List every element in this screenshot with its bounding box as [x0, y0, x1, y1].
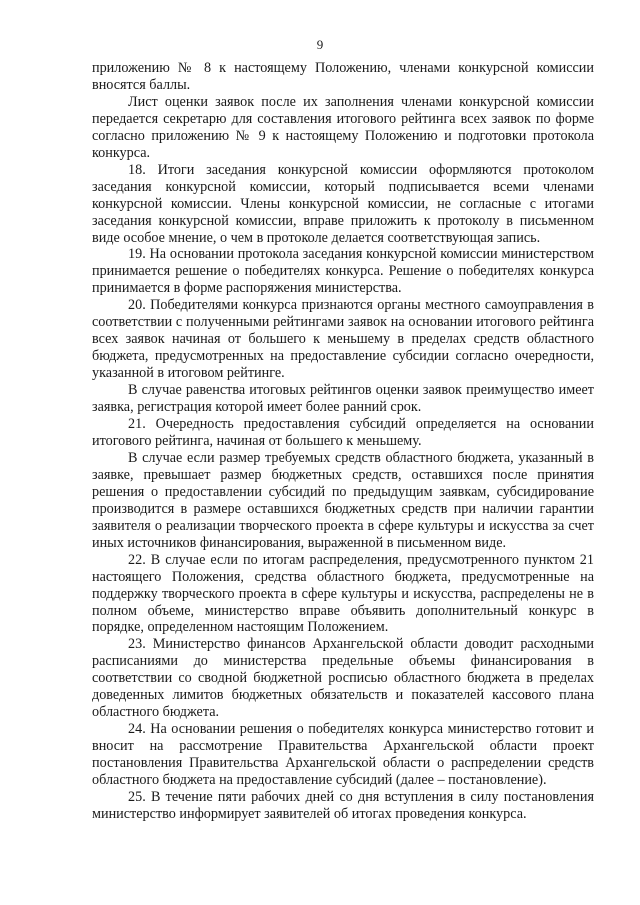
document-body: [92, 60, 594, 823]
page-number: 9: [316, 37, 324, 52]
paragraph: В случае если размер требуемых средств областного бюджета, указанный в заявке, превышает размер бюджетных средств, оставшихся после принятия решения о предоставлении субсидий по предыдущим заявкам, субсидирование производится в размере оставшихся бюджетных средств при наличии гарантии заявителя о реализации творческого проекта в сфере культуры и искусства за счет иных источников финансирования, выраженной в письменном виде.: [92, 449, 594, 551]
paragraph: В случае равенства итоговых рейтингов оценки заявок преимущество имеет заявка, регистрация которой имеет более ранний срок.: [92, 382, 594, 416]
paragraph-item-22: 22. В случае если по итогам распределения, предусмотренного пунктом 21 настоящего Положения, средства областного бюджета, предусмотренные на поддержку творческого проекта в сфере культуры и искусства, распределены не в полном объеме, министерство вправе объявить дополнительный конкурс в порядке, определенном настоящим Положением.: [92, 551, 594, 636]
paragraph: приложению № 8 к настоящему Положению, членами конкурсной комиссии вносятся баллы.: [92, 60, 594, 93]
paragraph-item-23: 23. Министерство финансов Архангельской области доводит расходными расписаниями до министерства предельные объемы финансирования в соответствии со сводной бюджетной росписью областного бюджета в пределах доведенных лимитов бюджетных обязательств и показателей кассового плана областного бюджета.: [92, 636, 594, 721]
paragraph-item-19: 19. На основании протокола заседания конкурсной комиссии министерством принимается решение о победителях конкурса. Решение о победителях конкурса принимается в форме распоряжения министерства.: [92, 246, 594, 297]
paragraph-item-21: 21. Очередность предоставления субсидий определяется на основании итогового рейтинга, начиная от большего к меньшему.: [92, 416, 594, 449]
paragraph-item-24: 24. На основании решения о победителях конкурса министерство готовит и вносит на рассмотрение Правительства Архангельской области проект постановления Правительства Архангельской области о распределении средств областного бюджета на предоставление субсидий (далее – постановление).: [92, 721, 594, 789]
paragraph-item-25: 25. В течение пяти рабочих дней со дня вступления в силу постановления министерство информирует заявителей об итогах проведения конкурса.: [92, 788, 594, 822]
paragraph-item-18: 18. Итоги заседания конкурсной комиссии оформляются протоколом заседания конкурсной комиссии, который подписывается всеми членами конкурсной комиссии. Члены конкурсной комиссии, не согласные с итогами заседания конкурсной комиссии, вправе приложить к протоколу в письменном виде особое мнение, о чем в протоколе делается соответствующая запись.: [92, 161, 594, 246]
paragraph: Лист оценки заявок после их заполнения членами конкурсной комиссии передается секретарю для составления итогового рейтинга всех заявок по форме согласно приложению № 9 к настоящему Положению и подготовки протокола конкурса.: [92, 93, 594, 161]
paragraph-item-20: 20. Победителями конкурса признаются органы местного самоуправления в соответствии с полученными рейтингами заявок на основании итогового рейтинга всех заявок начиная от большего к меньшему в пределах средств областного бюджета, предусмотренных на предоставление субсидии согласно очередности, указанной в итоговом рейтинге.: [92, 297, 594, 382]
